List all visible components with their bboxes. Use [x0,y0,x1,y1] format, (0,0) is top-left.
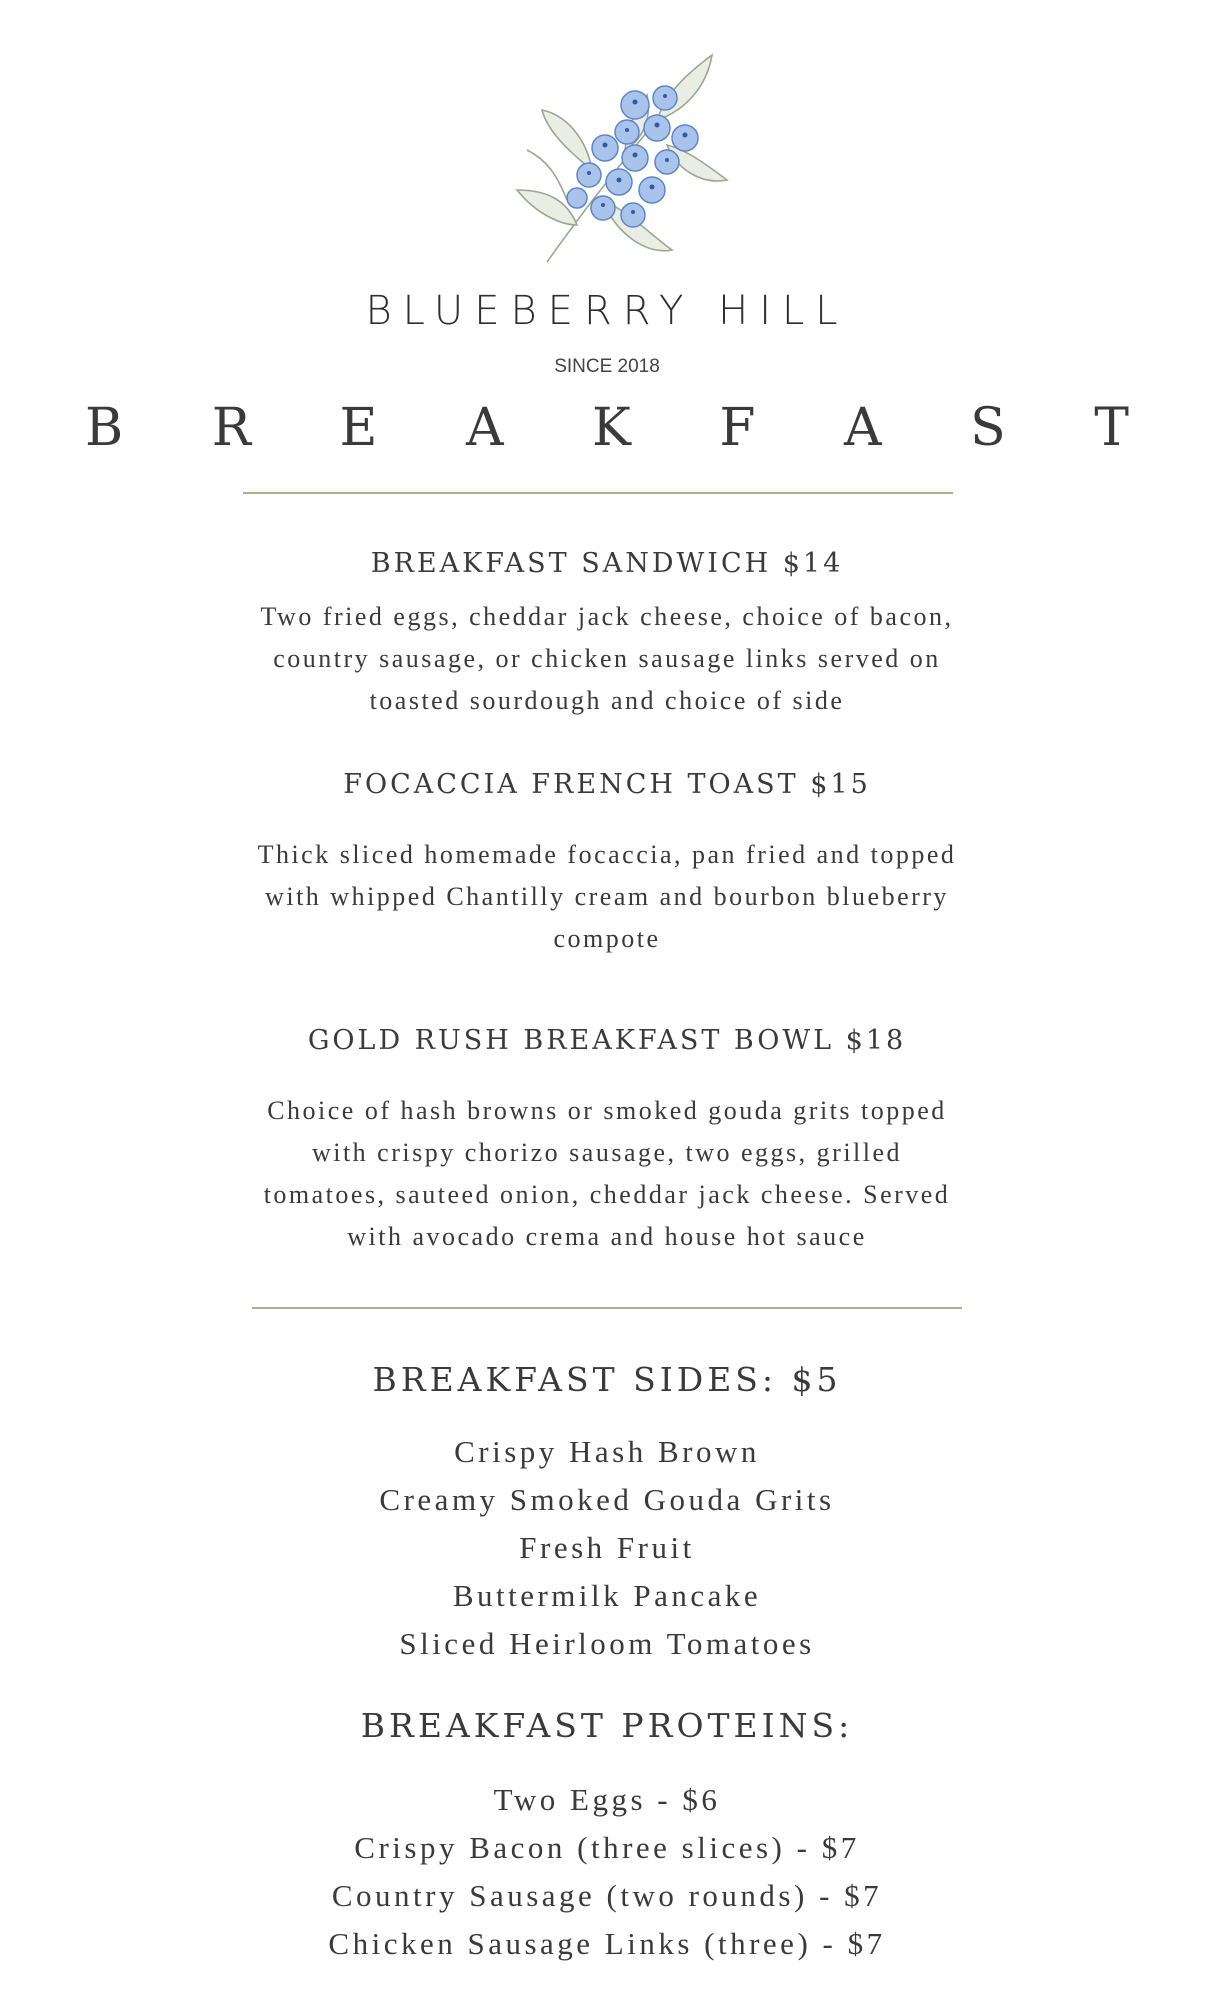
since-label: SINCE 2018 [554,356,660,377]
list-item: Fresh Fruit [519,1530,695,1565]
proteins-heading: BREAKFAST PROTEINS: [360,1706,854,1745]
menu-item-title: GOLD RUSH BREAKFAST BOWL $18 [307,1025,907,1056]
list-item: Chicken Sausage Links (three) - $7 [328,1926,886,1961]
list-item: Crispy Bacon (three slices) - $7 [354,1830,860,1865]
divider-top [243,492,953,494]
list-item: Two Eggs - $6 [493,1782,721,1817]
sides-list [0,1428,1214,1668]
menu-item-description: Thick sliced homemade focaccia, pan fried and topped with whipped Chantilly cream and bourbon blueberry compote [257,840,957,953]
list-item: Sliced Heirloom Tomatoes [399,1626,815,1661]
divider-middle [252,1307,962,1309]
list-item: Buttermilk Pancake [452,1578,762,1613]
menu-item-title: BREAKFAST SANDWICH $14 [370,548,844,579]
proteins-list [0,1776,1214,1968]
section-title: B R E A K F A S T [85,398,1165,458]
brand-name: BLUEBERRY HILL [365,288,849,334]
sides-heading: BREAKFAST SIDES: $5 [372,1360,842,1399]
menu-item-title: FOCACCIA FRENCH TOAST $15 [343,769,871,800]
blueberry-branch-icon [507,50,737,270]
menu-item-description: Two fried eggs, cheddar jack cheese, choice of bacon, country sausage, or chicken sausage links served on toasted sourdough and choice of side [260,602,954,715]
list-item: Creamy Smoked Gouda Grits [379,1482,835,1517]
list-item: Crispy Hash Brown [454,1434,760,1469]
menu-item-description: Choice of hash browns or smoked gouda grits topped with crispy chorizo sausage, two eggs, grilled tomatoes, sauteed onion, cheddar jack cheese. Served with avocado crema and house hot sauce [263,1096,951,1251]
list-item: Country Sausage (two rounds) - $7 [331,1878,883,1913]
